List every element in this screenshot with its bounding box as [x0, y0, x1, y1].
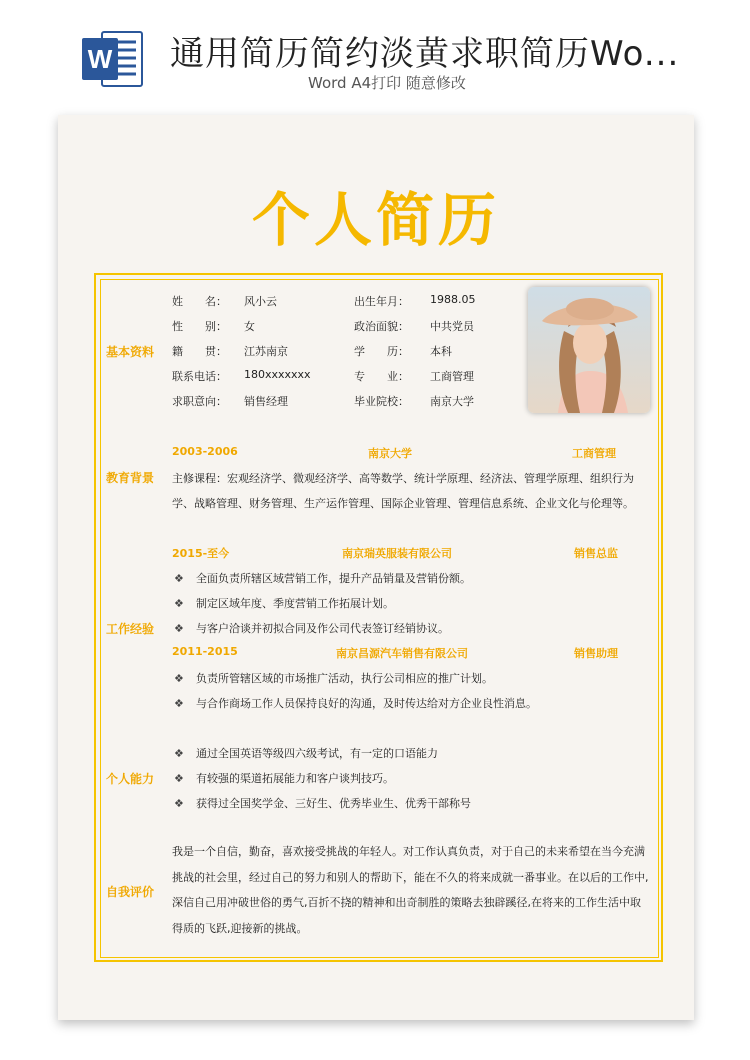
education-courses: 主修课程：宏观经济学、微观经济学、高等数学、统计学原理、经济法、管理学原理、组织行为	[172, 472, 634, 485]
field-key: 毕业院校：	[354, 395, 409, 408]
field-key: 籍 贯：	[172, 345, 227, 358]
field-value: 风小云	[244, 295, 277, 308]
bullet-icon: ❖	[174, 672, 184, 685]
bullet-icon: ❖	[174, 772, 184, 785]
list-item: ❖ 与客户洽谈并初拟合同及作公司代表签订经销协议。	[174, 622, 449, 635]
list-item: ❖ 全面负责所辖区域营销工作，提升产品销量及营销份额。	[174, 572, 471, 585]
field-key: 政治面貌：	[354, 320, 409, 333]
bullet-icon: ❖	[174, 572, 184, 585]
bullet-icon: ❖	[174, 797, 184, 810]
section-label-self: 自我评价	[106, 885, 155, 899]
field-value: 本科	[430, 345, 452, 358]
list-item: ❖ 有较强的渠道拓展能力和客户谈判技巧。	[174, 772, 394, 785]
document-title: 通用简历简约淡黄求职简历Wo...	[170, 34, 680, 74]
self-evaluation-text: 我是一个自信，勤奋，喜欢接受挑战的年轻人。对工作认真负责，对于自己的未来希望在当今充满挑战的社会里，经过自己的努力和别人的帮助下，能在不久的将来成就一番事业。在以后的工作中,深信自己用冲破世俗的勇气,百折不挠的精神和出奇制胜的策略去独辟蹊径,在将来的工作生活中取得质的飞跃,迎接新的挑战。	[172, 845, 649, 935]
document-subtitle: Word A4打印 随意修改	[308, 74, 466, 92]
field-value: 江苏南京	[244, 345, 288, 358]
job-company: 南京瑞英服装有限公司	[342, 547, 452, 560]
list-item: ❖ 与合作商场工作人员保持良好的沟通，及时传达给对方企业良性消息。	[174, 697, 537, 710]
field-key: 联系电话：	[172, 370, 227, 383]
field-value: 南京大学	[430, 395, 474, 408]
field-key: 求职意向：	[172, 395, 227, 408]
word-icon	[78, 24, 148, 94]
section-label-education: 教育背景	[106, 471, 155, 485]
education-courses: 学、战略管理、财务管理、生产运作管理、国际企业管理、管理信息系统、企业文化与伦理等。	[172, 497, 634, 510]
education-major: 工商管理	[572, 447, 616, 460]
bullet-icon: ❖	[174, 622, 184, 635]
resume-page	[58, 115, 694, 1020]
header	[0, 0, 750, 110]
list-item: ❖ 获得过全国奖学金、三好生、优秀毕业生、优秀干部称号	[174, 797, 471, 810]
section-label-ability: 个人能力	[106, 772, 155, 786]
job-period: 2011-2015	[172, 645, 238, 658]
field-key: 出生年月：	[354, 295, 409, 308]
section-label-work: 工作经验	[106, 622, 155, 636]
job-position: 销售助理	[574, 647, 618, 660]
list-item: ❖ 负责所管辖区域的市场推广活动，执行公司相应的推广计划。	[174, 672, 493, 685]
field-key: 专 业：	[354, 370, 409, 383]
bullet-icon: ❖	[174, 597, 184, 610]
profile-photo	[528, 287, 650, 413]
svg-text:W: W	[87, 44, 113, 74]
field-value: 销售经理	[244, 395, 288, 408]
section-label-basic: 基本资料	[106, 345, 155, 359]
list-item: ❖ 通过全国英语等级四六级考试，有一定的口语能力	[174, 747, 438, 760]
field-key: 性 别：	[172, 320, 227, 333]
bullet-icon: ❖	[174, 747, 184, 760]
bullet-icon: ❖	[174, 697, 184, 710]
education-school: 南京大学	[368, 447, 412, 460]
field-key: 姓 名：	[172, 295, 227, 308]
field-value: 女	[244, 320, 255, 333]
job-period: 2015-至今	[172, 547, 230, 560]
field-value: 1988.05	[430, 293, 476, 306]
resume-title: 个人简历	[251, 186, 500, 254]
field-value: 工商管理	[430, 370, 474, 383]
job-position: 销售总监	[574, 547, 618, 560]
field-value: 中共党员	[430, 320, 474, 333]
field-value: 180xxxxxxx	[244, 368, 311, 381]
list-item: ❖ 制定区域年度、季度营销工作拓展计划。	[174, 597, 394, 610]
field-key: 学 历：	[354, 345, 409, 358]
job-company: 南京昌源汽车销售有限公司	[336, 647, 468, 660]
education-period: 2003-2006	[172, 445, 238, 458]
